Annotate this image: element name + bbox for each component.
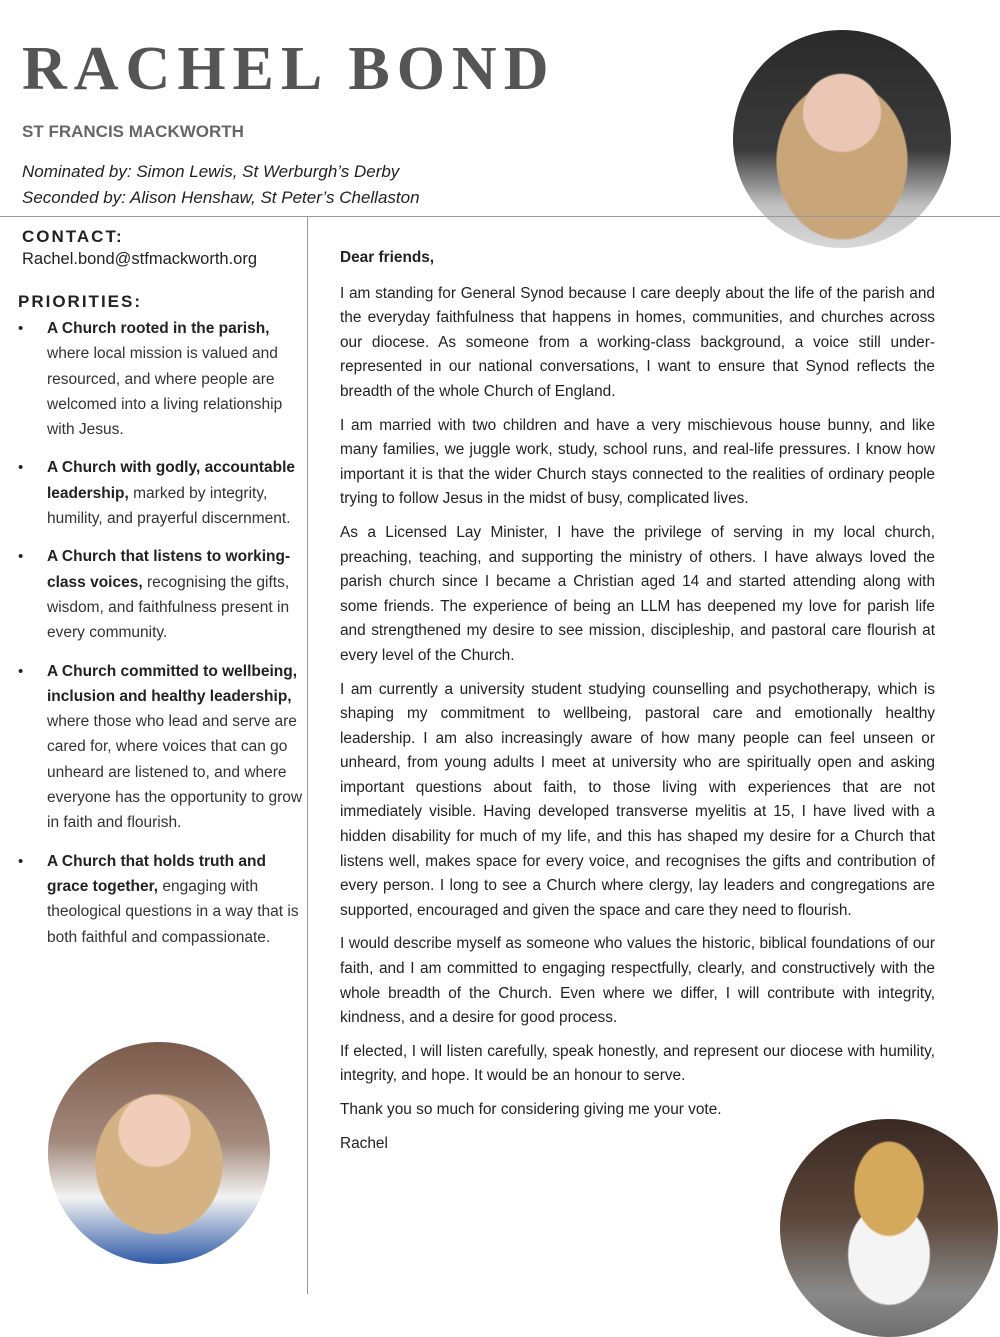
priority-item xyxy=(18,659,303,836)
bullet-icon: • xyxy=(18,548,24,566)
priority-item xyxy=(18,544,303,645)
letter-paragraph: I am standing for General Synod because I care deeply about the life of the parish and the everyday faithfulness that happens in homes, communities, and churches across our diocese. As someone from a working-class background, a voice still under-represented in our national conversations, I want to ensure that Synod reflects the breadth of the whole Church of England. xyxy=(340,284,935,400)
priority-item xyxy=(18,316,303,442)
bullet-icon: • xyxy=(18,459,24,477)
priority-item xyxy=(18,455,303,531)
priority-heading: A Church rooted in the parish, xyxy=(47,320,270,337)
letter-body xyxy=(340,246,935,1165)
letter-greeting: Dear friends, xyxy=(340,249,435,266)
bullet-icon: • xyxy=(18,320,24,337)
bullet-icon: • xyxy=(18,662,24,680)
priorities-heading: PRIORITIES: xyxy=(18,292,143,311)
priority-text: where those who lead and serve are cared for, where voices that can go unheard are listened to, and where everyone has the opportunity to grow in faith and flourish. xyxy=(47,713,303,832)
letter-thanks: Thank you so much for considering giving me your vote. xyxy=(340,1101,722,1118)
priority-heading: A Church with godly, accountable leadership, xyxy=(47,459,296,502)
priority-text: marked by integrity, humility, and prayerful discernment. xyxy=(47,484,291,528)
letter-paragraph: I am currently a university student studying counselling and psychotherapy, which is shaping my commitment to wellbeing, pastoral care and emotionally healthy leadership. I am also increasingly aware of how many people can feel unseen or unheard, from young adults I meet at university who are spiritually open and asking important questions about faith, to those living with experiences that are not immediately visible. Having developed transverse myelitis at 15, I have lived with a hidden disability for much of my life, and this has shaped my desire for a Church that listens well, makes space for every voice, and recognises the gifts and contribution of every person. I long to see a Church where clergy, lay leaders and congregations are supported, encouraged and given the space and care they need to flourish. xyxy=(340,680,935,919)
bunny-photo xyxy=(780,1119,998,1337)
contact-email[interactable]: Rachel.bond@stfmackworth.org xyxy=(22,250,258,268)
contact-heading: CONTACT: xyxy=(22,227,124,246)
candidate-name: RACHEL BOND xyxy=(22,35,556,103)
nominated-by: Nominated by: Simon Lewis, St Werburgh’s Derby xyxy=(22,162,400,181)
bullet-icon: • xyxy=(18,852,24,870)
letter-paragraph: As a Licensed Lay Minister, I have the privilege of serving in my local church, preaching, teaching, and supporting the ministry of others. I have always loved the parish church since I became a Christian aged 14 and started attending along with some friends. The experience of being an LLM has deepened my love for parish life and strengthened my desire to see mission, discipleship, and pastoral care flourish at every level of the Church. xyxy=(340,523,935,664)
letter-paragraph: I am married with two children and have a very mischievous house bunny, and like many families, we juggle work, study, school runs, and real-life pressures. I know how important it is that the wider Church stays connected to the realities of ordinary people trying to follow Jesus in the midst of busy, complicated lives. xyxy=(340,416,935,508)
priority-heading: A Church that holds truth and grace together, xyxy=(47,852,266,895)
column-divider xyxy=(307,217,308,1294)
priority-item xyxy=(18,849,303,950)
letter-paragraph: I would describe myself as someone who values the historic, biblical foundations of our faith, and I am committed to engaging respectfully, clearly, and constructively with the whole breadth of the Church. Even where we differ, I will contribute with integrity, kindness, and a desire for good process. xyxy=(340,935,935,1027)
seconded-by: Seconded by: Alison Henshaw, St Peter’s Chellaston xyxy=(22,188,420,207)
priority-heading: A Church committed to wellbeing, inclusion and healthy leadership, xyxy=(47,662,298,705)
priority-text: engaging with theological questions in a way that is both faithful and compassionate. xyxy=(47,877,299,946)
priority-text: recognising the gifts, wisdom, and faithfulness present in every community. xyxy=(47,573,290,642)
candidate-vestments-photo xyxy=(48,1042,270,1264)
priorities-list xyxy=(18,316,303,963)
priority-heading: A Church that listens to working-class voices, xyxy=(47,548,291,591)
priority-text: where local mission is valued and resourced, and where people are welcomed into a living relationship with Jesus. xyxy=(47,345,283,439)
letter-paragraph: If elected, I will listen carefully, speak honestly, and represent our diocese with humility, integrity, and hope. It would be an honour to serve. xyxy=(340,1042,935,1085)
parish-name: ST FRANCIS MACKWORTH xyxy=(22,122,244,141)
header-divider xyxy=(0,216,1000,217)
letter-signoff: Rachel xyxy=(340,1134,388,1152)
